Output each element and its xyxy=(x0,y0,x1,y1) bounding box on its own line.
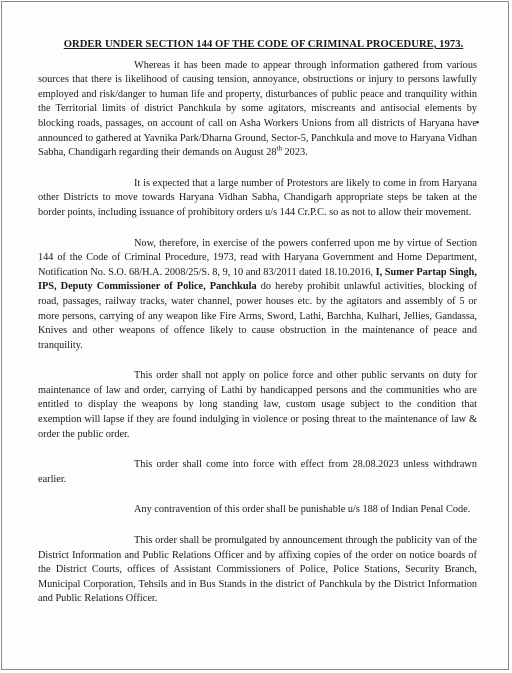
paragraph-whereas xyxy=(38,59,477,161)
paragraph-whereas-end: 2023. xyxy=(281,147,308,159)
paragraph-order-intro: Now, therefore, in exercise of the powers conferred upon me by virtue of Section 144 of the Code of Criminal Procedure, 1973, read with Haryana Government and Home Department, Notification No. S.O. 68/H.A. 2008/25/S. 8, 9, 10 and 83/2011 dated 18.10.2016, xyxy=(38,237,477,278)
ordinal-superscript: th xyxy=(276,144,282,153)
paragraph-expected: It is expected that a large number of Protestors are likely to come in from Haryana other Districts to move towards Haryana Vidhan Sabha, Chandigarh appropriate steps be taken at the border points, including issuance of prohibitory orders u/s 144 Cr.P.C. so as not to allow their movement. xyxy=(38,177,477,218)
issuing-officer: I, Sumer Partap Singh, IPS, Deputy Commissioner of Police, Panchkula xyxy=(38,266,477,293)
document-body xyxy=(38,38,477,607)
document-page xyxy=(1,1,509,670)
paragraph-whereas-text: Whereas it has been made to appear through information gathered from various sources that there is likelihood of causing tension, annoyance, obstructions or injury to persons lawfully employed and risk/danger to human life and property, disturbances of public peace and tranquility within the Territorial limits of district Panchkula by some agitators, miscreants and antisocial elements by blocking roads, passages, on account of call on Asha Workers Unions from all districts of Haryana have announced to gathered at Yavnika Park/Dharna Ground, Sector-5, Panchkula and move to Haryana Vidhan Sabha, Chandigarh regarding their demands on August 28 xyxy=(38,59,477,159)
paragraph-exemption: This order shall not apply on police force and other public servants on duty for maintenance of law and order, carrying of Lathi by handicapped persons and the communities who are entitled to display the weapons by long standing law, custom usage subject to the condition that exemption will lapse if they are found indulging in violence or posing threat to the maintenance of law & order the public order. xyxy=(38,370,477,440)
paragraph-promulgation: This order shall be promulgated by announcement through the publicity van of the District Information and Public Relations Officer and by affixing copies of the order on notice boards of the District Courts, offices of Assistant Commissioners of Police, Police Stations, Security Branch, Municipal Corporation, Tehsils and in Bus Stands in the district of Panchkula by the District Information and Public Relations Officer. xyxy=(38,535,477,605)
paragraph-penalty: Any contravention of this order shall be punishable u/s 188 of Indian Penal Code. xyxy=(134,504,471,516)
document-title: ORDER UNDER SECTION 144 OF THE CODE OF CRIMINAL PROCEDURE, 1973. xyxy=(63,39,464,50)
paragraph-order-prohibition: do hereby prohibit unlawful activities, blocking of road, passages, railway tracks, water channel, power houses etc. by the agitators and assembly of 5 or more persons, carrying of any weapon like Fire Arms, Sword, Lathi, Barchha, Kulhari, Jellies, Gandassa, Knives and other weapons of offence likely to cause obstruction in the maintenance of peace and tranquility. xyxy=(38,281,477,351)
stray-mark: • xyxy=(476,118,480,129)
paragraph-effective-date: This order shall come into force with effect from 28.08.2023 unless withdrawn earlier. xyxy=(38,459,477,485)
paragraph-order xyxy=(38,237,477,354)
